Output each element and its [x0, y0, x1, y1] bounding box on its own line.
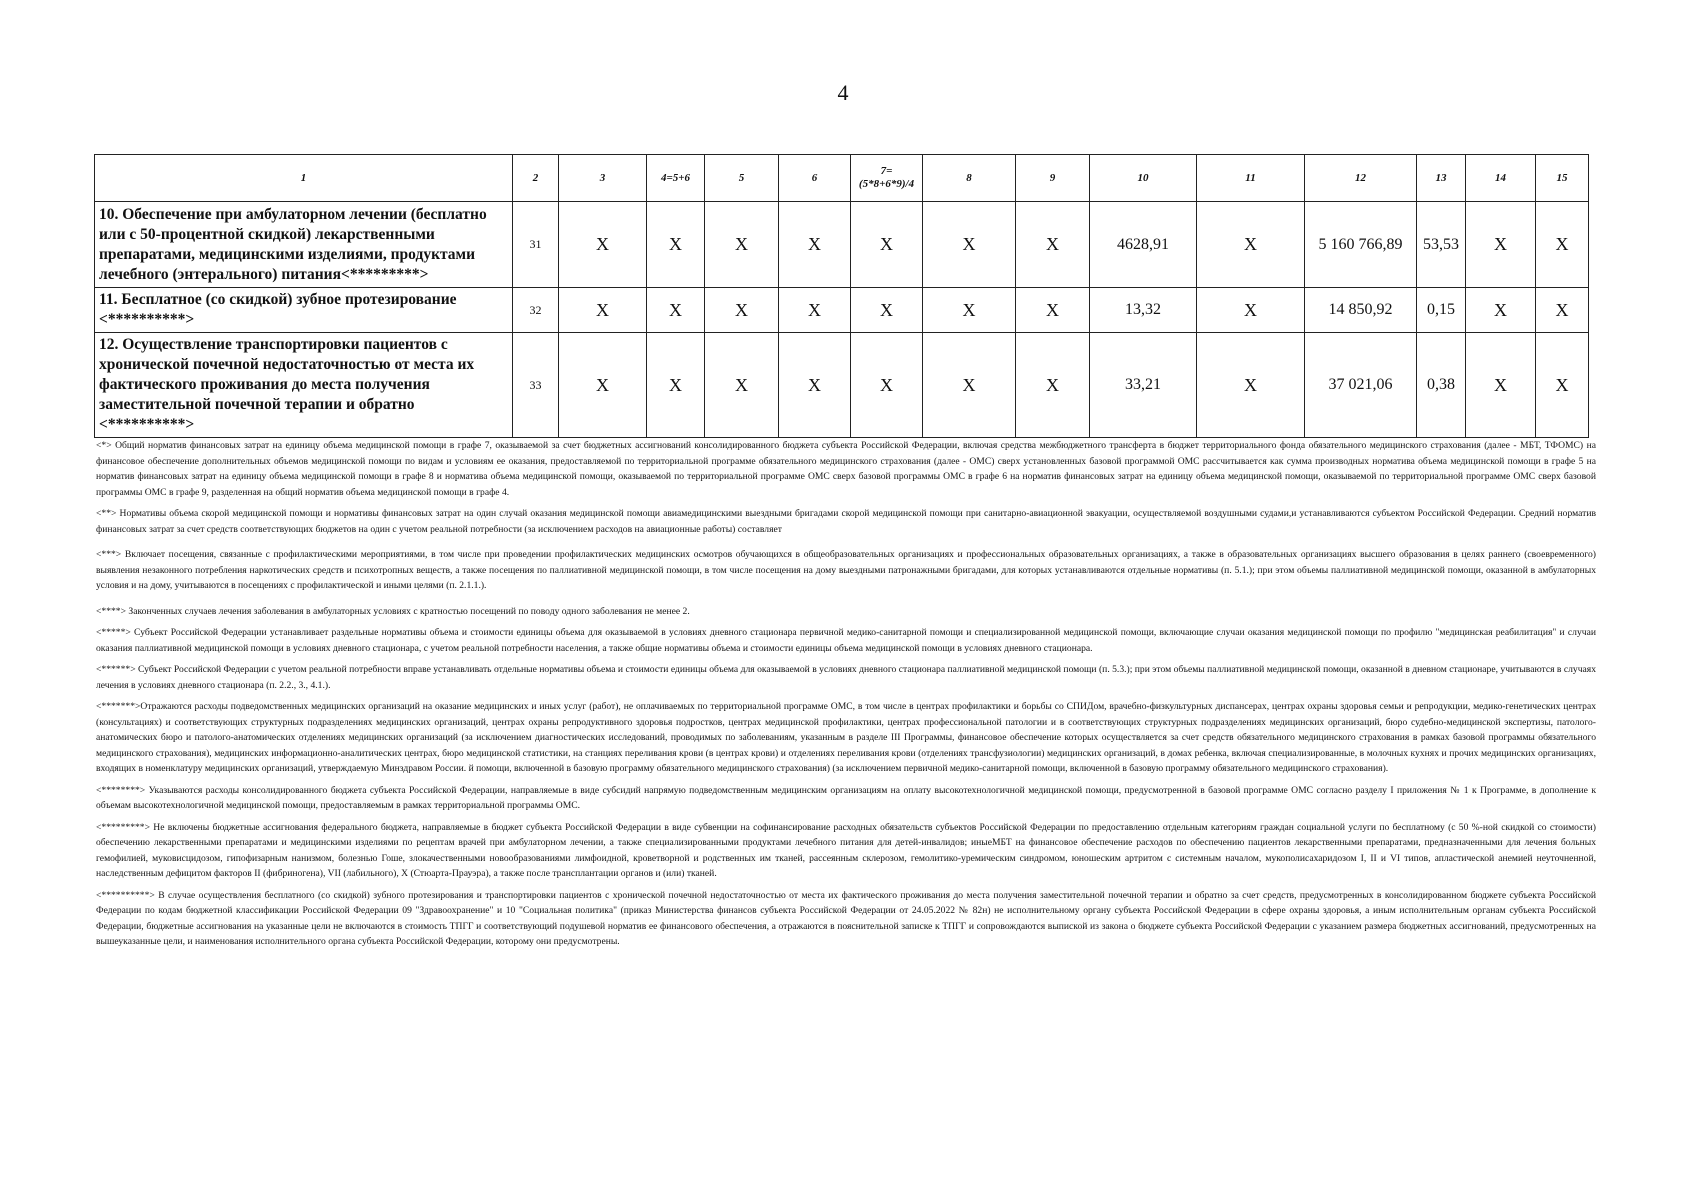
table-cell: X — [705, 288, 779, 333]
col-header: 8 — [923, 155, 1016, 202]
col-header: 9 — [1016, 155, 1090, 202]
footnote: <*********> Не включены бюджетные ассигнования федерального бюджета, направляемые в бюджет субъекта Российской Федерации в виде субвенции на софинансирование расходных обязательств субъектов Российской Федерации по предоставлению отдельным категориям граждан социальной услуги по бесплатному (с 50 %-ной скидкой со стоимости) обеспечению лекарственными препаратами и медицинскими изделиями по рецептам врачей при амбулаторном лечении, а также специализированными продуктами лечебного питания для детей-инвалидов; иныеМБТ на финансовое обеспечение расходов по обеспечению пациентов лекарственными препаратами, предназначенными для лечения больных гемофилией, муковисцидозом, гипофизарным нанизмом, болезнью Гоше, злокачественными новообразованиями лимфоидной, кроветворной и родственных им тканей, рассеянным склерозом, гемолитико-уремическим синдромом, юношеским артритом с системным началом, мукополисахаридозом I, II и VI типов, апластической анемией неуточненной, наследственным дефицитом факторов II (фибриногена), VII (лабильного), X (Стюарта-Прауэра), а также после трансплантации органов и (или) тканей. — [96, 821, 1596, 879]
table-row — [95, 202, 1589, 288]
footnote: <**********> В случае осуществления бесплатного (со скидкой) зубного протезирования и транспортировки пациентов с хронической почечной недостаточностью от места их фактического проживания до места получения заместительной почечной терапии и обратно за счет средств, предусмотренных в консолидированном бюджете субъекта Российской Федерации по кодам бюджетной классификации Российской Федерации 09 "Здравоохранение" и 10 "Социальная политика" (приказ Министерства финансов субъекта Российской Федерации от 24.05.2022 № 82н) не исполнительному органу субъекта Российской Федерации в сфере охраны здоровья, а иным исполнительным органам субъекта Российской Федерации, бюджетные ассигнования на указанные цели не включаются в стоимость ТПГГ и соответствующий подушевой норматив ее финансового обеспечения, а отражаются в пояснительной записке к ТПГГ и сопровождаются выпиской из закона о бюджете субъекта Российской Федерации с указанием размера бюджетных ассигнований, предусмотренных на вышеуказанные цели, и наименования исполнительного органа субъекта Российской Федерации, которому они предусмотрены. — [96, 889, 1596, 947]
col-header: 4=5+6 — [647, 155, 705, 202]
col-header: 12 — [1305, 155, 1417, 202]
footnote: <*> Общий норматив финансовых затрат на единицу объема медицинской помощи в графе 7, оказываемой за счет бюджетных ассигнований консолидированного бюджета субъекта Российской Федерации, включая средства межбюджетного трансферта в бюджет территориального фонда обязательного медицинского страхования (далее - МБТ, ТФОМС) на финансовое обеспечение дополнительных объемов медицинской помощи по видам и условиям ее оказания, предоставляемой по территориальной программе обязательного медицинского страхования (далее - ОМС) сверх установленных базовой программой ОМС рассчитывается как сумма производных норматива объема медицинской помощи в графе 5 на норматив финансовых затрат на единицу объема медицинской помощи в графе 8 и норматива объема медицинской помощи, оказываемой по территориальной программе ОМС сверх базовой программы ОМС в графе 6 на норматив финансовых затрат на единицу объема медицинской помощи, оказываемой по территориальной программе ОМС сверх базовой программы ОМС в графе 9, разделенная на общий норматив объема медицинской помощи в графе 4. — [96, 440, 1596, 498]
col-header: 6 — [779, 155, 851, 202]
table-cell: X — [779, 202, 851, 288]
header-row — [95, 155, 1589, 202]
table-cell: X — [1536, 333, 1589, 438]
table-cell: X — [1197, 288, 1305, 333]
table-cell: X — [1197, 333, 1305, 438]
table-cell: X — [559, 288, 647, 333]
col-header: 5 — [705, 155, 779, 202]
footnote: <*******>Отражаются расходы подведомственных медицинских организаций на оказание медицинских и иных услуг (работ), не оплачиваемых по территориальной программе ОМС, в том числе в центрах профилактики и борьбы со СПИДом, врачебно-физкультурных диспансерах, центрах охраны здоровья семьи и репродукции, медико-генетических центрах (консультациях) и соответствующих структурных подразделениях медицинских организаций, центрах охраны репродуктивного здоровья подростков, центрах медицинской профилактики, центрах профессиональной патологии и в соответствующих структурных подразделениях медицинских организаций, бюро судебно-медицинской экспертизы, патолого-анатомических бюро и патолого-анатомических отделениях медицинских организаций (за исключением диагностических исследований, проводимых по заболеваниям, указанным в разделе III Программы, финансовое обеспечение которых осуществляется за счет средств обязательного медицинского страхования в рамках базовой программы обязательного медицинского страхования), медицинских информационно-аналитических центрах, бюро медицинской статистики, на станциях переливания крови (в центрах крови) и отделениях переливания крови (отделениях трансфузиологии) медицинских организаций, в домах ребенка, включая специализированные, в молочных кухнях и прочих медицинских организациях, входящих в номенклатуру медицинских организаций, утверждаемую Минздравом России. й помощи, включенной в базовую программу обязательного медицинского страхования) (за исключением первичной медико-санитарной помощи, включенной в базовую программу обязательного медицинского страхования). — [96, 701, 1596, 774]
col-header: 15 — [1536, 155, 1589, 202]
table-row — [95, 333, 1589, 438]
table-row — [95, 288, 1589, 333]
table-cell: X — [1466, 333, 1536, 438]
table-cell: X — [647, 288, 705, 333]
row-name: 11. Бесплатное (со скидкой) зубное протезирование <**********> — [95, 288, 513, 333]
footnote: <**> Нормативы объема скорой медицинской помощи и нормативы финансовых затрат на один случай оказания медицинской помощи авиамедицинскими выездными бригадами скорой медицинской помощи при санитарно-авиационной эвакуации, осуществляемой воздушными судами,и устанавливаются субъектом Российской Федерации. Средний норматив финансовых затрат за счет средств соответствующих бюджетов на один с учетом реальной потребности (за исключением расходов на авиационные работы) составляет — [96, 508, 1596, 535]
table-cell: X — [559, 333, 647, 438]
table-cell: X — [1536, 288, 1589, 333]
table-cell: X — [851, 202, 923, 288]
table-cell: 13,32 — [1090, 288, 1197, 333]
row-name: 12. Осуществление транспортировки пациентов с хронической почечной недостаточностью от места их фактического проживания до места получения заместительной почечной терапии и обратно <**********> — [95, 333, 513, 438]
col-header: 3 — [559, 155, 647, 202]
table-cell: X — [1197, 202, 1305, 288]
col-header: 10 — [1090, 155, 1197, 202]
table-cell: X — [1536, 202, 1589, 288]
table-cell: X — [705, 202, 779, 288]
footnote: <******> Субъект Российской Федерации с учетом реальной потребности вправе устанавливать отдельные нормативы объема и стоимости единицы объема для оказываемой в условиях дневного стационара паллиативной медицинской помощи (п. 5.3.); при этом объемы паллиативной медицинской помощи, оказанной в дневном стационаре, учитываются в случаях лечения в условиях дневного стационара (п. 2.2., 3., 4.1.). — [96, 664, 1596, 691]
table-cell: X — [923, 288, 1016, 333]
col-header: 7= (5*8+6*9)/4 — [851, 155, 923, 202]
table-cell: X — [705, 333, 779, 438]
table-cell: X — [1466, 202, 1536, 288]
table-cell: X — [1016, 333, 1090, 438]
table-cell: X — [1466, 288, 1536, 333]
row-code: 31 — [513, 202, 559, 288]
table-cell: 33,21 — [1090, 333, 1197, 438]
table-cell: X — [779, 288, 851, 333]
footnote: <****> Законченных случаев лечения заболевания в амбулаторных условиях с кратностью посещений по поводу одного заболевания не менее 2. — [96, 605, 690, 617]
footnote: <***> Включает посещения, связанные с профилактическими мероприятиями, в том числе при проведении профилактических медицинских осмотров обучающихся в общеобразовательных организациях и профессиональных образовательных организациях, а также в образовательных организациях высшего образования в целях раннего (своевременного) выявления незаконного потребления наркотических средств и психотропных веществ, а также посещения по паллиативной медицинской помощи, в том числе посещения на дому выездными патронажными бригадами, для которых устанавливаются отдельные нормативы (п. 5.1.); при этом объемы паллиативной медицинской помощи, оказанной в амбулаторных условия и на дому, учитываются в посещениях с профилактической и иными целями (п. 2.1.1.). — [96, 549, 1596, 591]
table-cell: X — [923, 333, 1016, 438]
footnote: <********> Указываются расходы консолидированного бюджета субъекта Российской Федерации, направляемые в виде субсидий напрямую подведомственным медицинским организациям на оплату высокотехнологичной медицинской помощи, предусмотренной в базовой программе ОМС согласно разделу I приложения № 1 к Программе, в дополнение к объемам высокотехнологичной медицинской помощи, предоставляемым в рамках территориальной программы ОМС. — [96, 784, 1596, 811]
table-cell: X — [1016, 202, 1090, 288]
table-cell: 0,38 — [1417, 333, 1466, 438]
table-cell: X — [559, 202, 647, 288]
table-cell: X — [647, 333, 705, 438]
table-cell: X — [851, 333, 923, 438]
row-code: 32 — [513, 288, 559, 333]
table-cell: 5 160 766,89 — [1305, 202, 1417, 288]
col-header: 11 — [1197, 155, 1305, 202]
table-cell: X — [851, 288, 923, 333]
row-name: 10. Обеспечение при амбулаторном лечении (бесплатно или с 50-процентной скидкой) лекарственными препаратами, медицинскими изделиями, продуктами лечебного (энтерального) питания<*********> — [95, 202, 513, 288]
norms-table — [94, 154, 1589, 438]
row-code: 33 — [513, 333, 559, 438]
col-header: 13 — [1417, 155, 1466, 202]
table-cell: X — [647, 202, 705, 288]
table-cell: X — [779, 333, 851, 438]
col-header: 1 — [95, 155, 513, 202]
page-number: 4 — [837, 80, 849, 105]
table-cell: X — [1016, 288, 1090, 333]
table-cell: X — [923, 202, 1016, 288]
footnote: <*****> Субъект Российской Федерации устанавливает раздельные нормативы объема и стоимости единицы объема для оказываемой в условиях дневного стационара первичной медико-санитарной помощи и специализированной медицинской помощи, включающие случаи оказания медицинской помощи по профилю "медицинская реабилитация" и случаи оказания паллиативной медицинской помощи в условиях дневного стационара, с учетом реальной потребности населения, а также общие нормативы объема и стоимости единицы объема медицинской помощи в условиях дневного стационара. — [96, 627, 1596, 654]
table-cell: 4628,91 — [1090, 202, 1197, 288]
table-cell: 37 021,06 — [1305, 333, 1417, 438]
table-cell: 0,15 — [1417, 288, 1466, 333]
footnotes — [96, 438, 1596, 956]
col-header: 14 — [1466, 155, 1536, 202]
col-header: 2 — [513, 155, 559, 202]
table-cell: 53,53 — [1417, 202, 1466, 288]
table-cell: 14 850,92 — [1305, 288, 1417, 333]
